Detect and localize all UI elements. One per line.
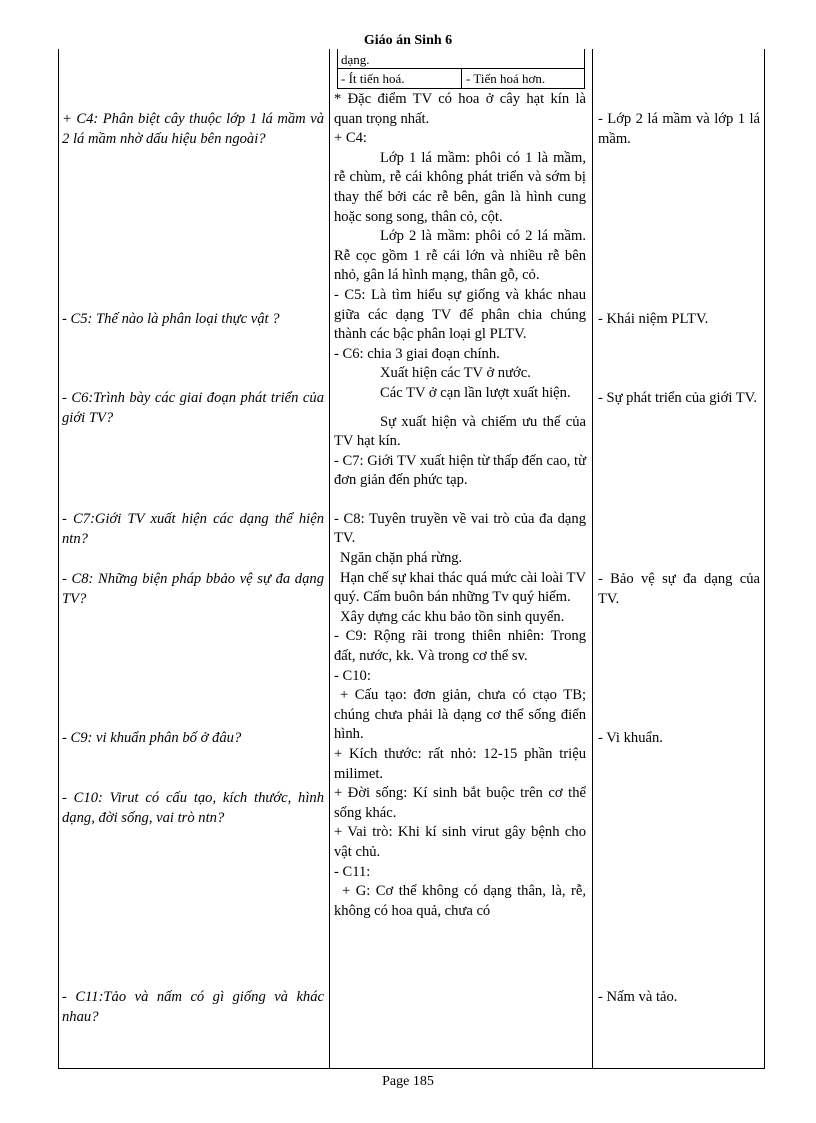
question-c5: - C5: Thế nào là phân loại thực vật ?	[62, 311, 280, 327]
topic-c11: - Nấm và tảo.	[598, 989, 678, 1005]
answer-paragraph: Lớp 2 là mầm: phôi có 2 lá mầm. Rễ cọc gồm 1 rễ cái lớn và nhiều rễ bên nhỏ, gân lá hình mạng, thân gỗ, cỏ.	[334, 228, 586, 284]
inner-table-left-cell: - Ít tiến hoá.	[341, 71, 405, 86]
answer-paragraph: Lớp 1 lá mầm: phôi có 1 là mầm, rễ chùm, rễ cái không phát triển và sớm bị thay thế bởi các rễ bên, gân là hình cung hoặc song song, thân cỏ, cột.	[334, 149, 586, 225]
answer-paragraph: Xuất hiện các TV ở nước.	[380, 365, 531, 382]
answer-paragraph: Sự xuất hiện và chiếm ưu thế của TV hạt kín.	[334, 413, 586, 450]
question-c4: + C4: Phân biệt cây thuộc lớp 1 lá mầm và 2 lá mầm nhờ dấu hiệu bên ngoài?	[62, 111, 324, 147]
answer-paragraph: - C7: Giới TV xuất hiện từ thấp đến cao, từ đơn giản đến phức tạp.	[334, 452, 586, 489]
answer-paragraph: + C4:	[334, 130, 367, 147]
inner-table-top-text: dạng.	[341, 52, 370, 67]
topic-c6: - Sự phát triển của giới TV.	[598, 390, 757, 406]
answers-column	[334, 90, 586, 921]
answer-paragraph: + G: Cơ thể không có dạng thân, là, rễ, không có hoa quả, chưa có	[334, 883, 586, 919]
question-c11: - C11:Tảo và nấm có gì giống và khác nhau?	[62, 989, 324, 1025]
answer-paragraph: - C9: Rộng rãi trong thiên nhiên: Trong đất, nước, kk. Và trong cơ thể sv.	[334, 628, 586, 665]
answer-paragraph: Hạn chế sự khai thác quá mức cài loài TV quý. Cấm buôn bán những Tv quý hiếm.	[334, 569, 586, 606]
answer-paragraph: - C5: Là tìm hiểu sự giống và khác nhau giữa các dạng TV để phân chia chúng thành các bậc phân loại gl PLTV.	[334, 286, 586, 343]
question-c6: - C6:Trình bày các giai đoạn phát triển của giới TV?	[62, 390, 324, 426]
answer-paragraph: - C10:	[334, 667, 371, 684]
page-header: Giáo án Sinh 6	[363, 33, 453, 48]
answer-paragraph: Xây dựng các khu bảo tồn sinh quyển.	[340, 608, 565, 625]
answer-paragraph: - C8: Tuyên truyền về vai trò của đa dạng TV.	[334, 510, 586, 547]
answer-paragraph: Các TV ở cạn lần lượt xuất hiện.	[380, 384, 571, 401]
topic-c5: - Khái niệm PLTV.	[598, 311, 709, 327]
answer-paragraph: - C6: chia 3 giai đoạn chính.	[334, 345, 500, 362]
inner-table-right-cell: - Tiến hoá hơn.	[466, 71, 546, 86]
topic-c4: - Lớp 2 lá mầm và lớp 1 lá mầm.	[598, 111, 760, 147]
answer-paragraph: + Kích thước: rất nhỏ: 12-15 phần triệu milimet.	[334, 746, 586, 782]
question-c8: - C8: Những biện pháp bbảo vệ sự đa dạng TV?	[62, 571, 324, 607]
answer-paragraph: + Đời sống: Kí sinh bắt buộc trên cơ thể sống khác.	[334, 785, 586, 821]
topic-c9: - Vi khuẩn.	[598, 730, 663, 746]
answer-paragraph: + Vai trò: Khi kí sinh virut gây bệnh cho vật chủ.	[334, 824, 586, 860]
answer-paragraph: - C11:	[334, 863, 371, 880]
question-c9: - C9: vi khuẩn phân bố ở đâu?	[62, 730, 242, 746]
answer-paragraph: * Đặc điểm TV có hoa ở cây hạt kín là quan trọng nhất.	[334, 91, 586, 127]
question-c10: - C10: Virut có cấu tạo, kích thước, hình dạng, đời sống, vai trò ntn?	[62, 790, 324, 826]
topic-c8: - Bảo vệ sự đa dạng của TV.	[598, 571, 760, 607]
question-c7: - C7:Giới TV xuất hiện các dạng thể hiện ntn?	[62, 511, 324, 547]
answer-paragraph: Ngăn chặn phá rừng.	[340, 550, 463, 567]
answer-paragraph: + Cấu tạo: đơn giản, chưa có ctạo TB; chúng chưa phải là dạng cơ thể sống điển hình.	[334, 687, 586, 743]
page-footer: Page 185	[382, 1074, 434, 1089]
